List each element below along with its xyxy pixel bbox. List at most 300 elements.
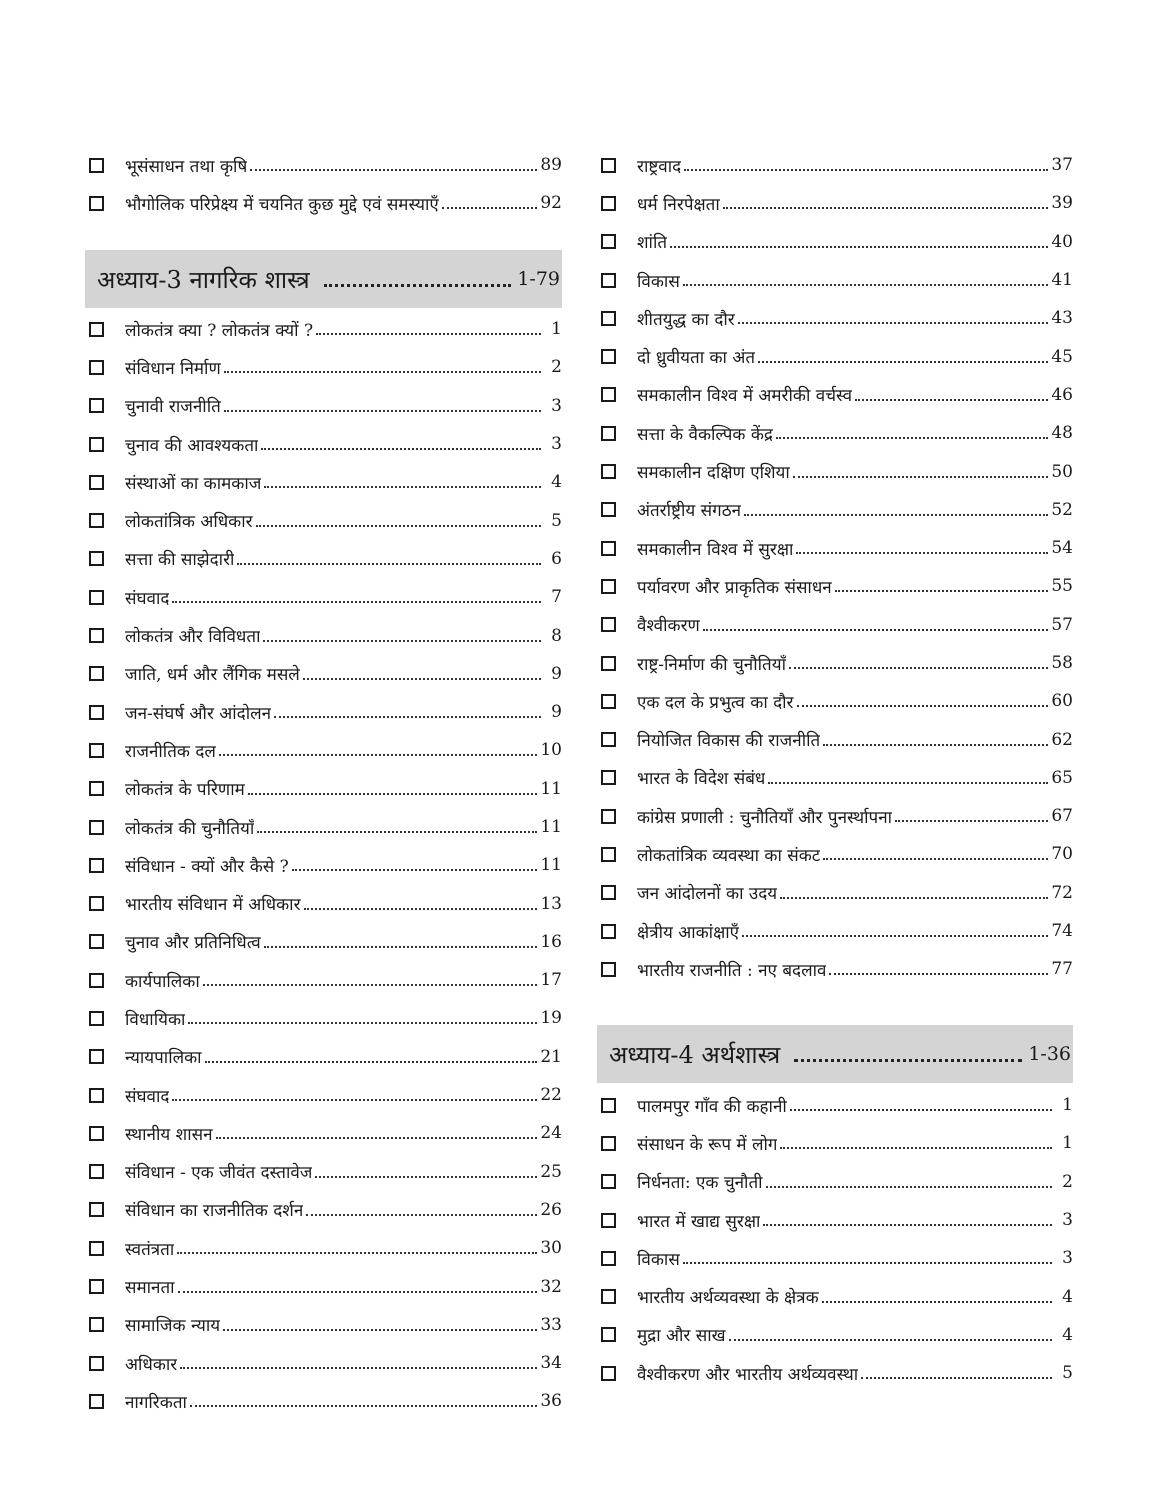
dot-leader xyxy=(835,590,1049,592)
checkbox-bullet-icon xyxy=(89,973,104,988)
toc-entry-page: 11 xyxy=(540,778,562,799)
toc-entry-title: सामाजिक न्याय xyxy=(125,1316,221,1337)
toc-entry xyxy=(85,1114,562,1152)
checkbox-bullet-icon xyxy=(601,1174,616,1189)
dot-leader xyxy=(224,410,541,412)
toc-entry-page: 22 xyxy=(540,1085,562,1106)
toc-entry xyxy=(597,1277,1073,1315)
checkbox-bullet-icon xyxy=(601,196,616,211)
toc-entry-title: लोकतांत्रिक व्यवस्था का संकट xyxy=(637,845,821,866)
dot-leader xyxy=(780,1147,1052,1149)
dot-leader xyxy=(190,1405,537,1407)
dot-leader xyxy=(188,1022,537,1024)
checkbox-bullet-icon xyxy=(601,924,616,939)
toc-entry xyxy=(85,846,562,884)
toc-entry-page: 62 xyxy=(1051,729,1073,750)
toc-entry xyxy=(85,387,562,425)
toc-entry-page: 34 xyxy=(540,1353,562,1374)
checkbox-bullet-icon xyxy=(89,1394,104,1409)
toc-entry-page: 74 xyxy=(1051,921,1073,942)
toc-entry-title: भौगोलिक परिप्रेक्ष्य में चयनित कुछ मुद्दे एवं समस्याएँ xyxy=(125,194,439,215)
toc-entry-title: समकालीन विश्व में सुरक्षा xyxy=(637,539,794,560)
chapter-4-entries xyxy=(597,1086,1073,1392)
checkbox-bullet-icon xyxy=(601,234,616,249)
toc-entry xyxy=(597,759,1073,797)
toc-entry-title: चुनाव की आवश्यकता xyxy=(125,435,259,456)
dot-leader xyxy=(203,984,538,986)
chapter-3-entries xyxy=(85,310,562,1421)
toc-entry-page: 40 xyxy=(1051,231,1073,252)
checkbox-bullet-icon xyxy=(89,1317,104,1332)
toc-entry xyxy=(597,223,1073,261)
dot-leader xyxy=(822,1301,1052,1303)
toc-entry-page: 50 xyxy=(1051,461,1073,482)
toc-entry-page: 92 xyxy=(540,193,562,214)
checkbox-bullet-icon xyxy=(601,732,616,747)
dot-leader xyxy=(172,601,541,603)
checkbox-bullet-icon xyxy=(89,1279,104,1294)
toc-entry-title: जन-संघर्ष और आंदोलन xyxy=(125,703,272,724)
toc-entry-page: 36 xyxy=(540,1391,562,1412)
toc-entry-title: अंतर्राष्ट्रीय संगठन xyxy=(637,501,742,522)
toc-entry xyxy=(85,578,562,616)
checkbox-bullet-icon xyxy=(89,781,104,796)
toc-entry xyxy=(597,414,1073,452)
toc-entry xyxy=(85,463,562,501)
toc-entry-title: अधिकार xyxy=(125,1354,178,1375)
toc-entry-page: 39 xyxy=(1051,193,1073,214)
dot-leader xyxy=(442,207,538,209)
dot-leader xyxy=(789,667,1048,669)
checkbox-bullet-icon xyxy=(89,158,104,173)
toc-entry-title: संसाधन के रूप में लोग xyxy=(637,1134,778,1155)
toc-entry xyxy=(85,1306,562,1344)
toc-entry xyxy=(597,682,1073,720)
checkbox-bullet-icon xyxy=(89,743,104,758)
toc-entry xyxy=(597,644,1073,682)
dot-leader xyxy=(855,399,1048,401)
toc-entry-title: वैश्वीकरण और भारतीय अर्थव्यवस्था xyxy=(637,1364,859,1385)
toc-entry-title: स्वतंत्रता xyxy=(125,1239,175,1260)
checkbox-bullet-icon xyxy=(601,770,616,785)
checkbox-bullet-icon xyxy=(601,1136,616,1151)
dot-leader xyxy=(742,935,1048,937)
toc-entry xyxy=(85,310,562,348)
checkbox-bullet-icon xyxy=(89,1049,104,1064)
checkbox-bullet-icon xyxy=(601,158,616,173)
toc-entry-page: 13 xyxy=(540,893,562,914)
checkbox-bullet-icon xyxy=(89,1356,104,1371)
dot-leader xyxy=(216,1137,538,1139)
dot-leader xyxy=(257,831,537,833)
toc-entry xyxy=(85,808,562,846)
dot-leader xyxy=(861,1377,1052,1379)
checkbox-bullet-icon xyxy=(89,1202,104,1217)
checkbox-bullet-icon xyxy=(89,475,104,490)
toc-entry-page: 3 xyxy=(1062,1248,1073,1269)
toc-entry-page: 1 xyxy=(1062,1133,1073,1154)
toc-entry-title: समकालीन विश्व में अमरीकी वर्चस्व xyxy=(637,386,853,407)
toc-entry-title: विधायिका xyxy=(125,1009,186,1030)
toc-entry xyxy=(85,655,562,693)
toc-entry-page: 26 xyxy=(540,1199,562,1220)
toc-entry xyxy=(597,337,1073,375)
chapter-3-pages: 1-79 xyxy=(517,268,560,290)
checkbox-bullet-icon xyxy=(601,1327,616,1342)
toc-entry-title: लोकतंत्र की चुनौतियाँ xyxy=(125,818,255,839)
toc-entry-page: 52 xyxy=(1051,499,1073,520)
dot-leader xyxy=(237,563,541,565)
dot-leader xyxy=(274,716,541,718)
checkbox-bullet-icon xyxy=(601,349,616,364)
chapter-4-leader xyxy=(794,1059,1022,1062)
toc-entry xyxy=(85,923,562,961)
toc-entry xyxy=(597,1201,1073,1239)
dot-leader xyxy=(790,1109,1052,1111)
toc-entry-title: संघवाद xyxy=(125,1086,170,1107)
toc-entry xyxy=(597,1239,1073,1277)
toc-entry-title: चुनावी राजनीति xyxy=(125,397,221,418)
toc-entry-page: 11 xyxy=(540,855,562,876)
checkbox-bullet-icon xyxy=(601,656,616,671)
toc-entry-page: 45 xyxy=(1051,346,1073,367)
toc-entry-page: 1 xyxy=(1062,1095,1073,1116)
toc-entry xyxy=(85,146,562,184)
toc-entry-title: संविधान - क्यों और कैसे ? xyxy=(125,856,289,877)
toc-entry-title: संविधान निर्माण xyxy=(125,358,221,379)
dot-leader xyxy=(178,1291,538,1293)
dot-leader xyxy=(306,1214,537,1216)
toc-entry-title: भारतीय संविधान में अधिकार xyxy=(125,895,301,916)
dot-leader xyxy=(684,169,1048,171)
toc-entry xyxy=(85,540,562,578)
toc-entry-title: नियोजित विकास की राजनीति xyxy=(637,731,821,752)
toc-entry-title: सत्ता के वैकल्पिक केंद्र xyxy=(637,424,773,445)
toc-entry xyxy=(85,693,562,731)
checkbox-bullet-icon xyxy=(601,809,616,824)
toc-entry-title: न्यायपालिका xyxy=(125,1048,202,1069)
toc-entry-page: 77 xyxy=(1051,959,1073,980)
chapter-4-title: अध्याय-4 अर्थशास्त्र xyxy=(609,1040,781,1069)
toc-entry xyxy=(597,1086,1073,1124)
dot-leader xyxy=(776,437,1048,439)
toc-entry-page: 6 xyxy=(551,548,562,569)
toc-entry-page: 17 xyxy=(540,970,562,991)
dot-leader xyxy=(738,322,1049,324)
toc-entry-title: चुनाव और प्रतिनिधित्व xyxy=(125,933,261,954)
toc-entry xyxy=(85,184,562,222)
dot-leader xyxy=(895,820,1048,822)
checkbox-bullet-icon xyxy=(89,705,104,720)
toc-entry-page: 30 xyxy=(540,1238,562,1259)
left-top-entries xyxy=(85,146,562,223)
toc-entry-title: लोकतांत्रिक अधिकार xyxy=(125,512,253,533)
toc-entry-page: 43 xyxy=(1051,308,1073,329)
toc-entry-title: भूसंसाधन तथा कृषि xyxy=(125,156,248,177)
checkbox-bullet-icon xyxy=(601,387,616,402)
checkbox-bullet-icon xyxy=(601,464,616,479)
toc-entry-page: 60 xyxy=(1051,691,1073,712)
dot-leader xyxy=(303,678,541,680)
toc-entry-page: 37 xyxy=(1051,155,1073,176)
checkbox-bullet-icon xyxy=(89,551,104,566)
toc-entry-title: संविधान - एक जीवंत दस्तावेज xyxy=(125,1163,313,1184)
dot-leader xyxy=(670,246,1048,248)
toc-entry-title: समकालीन दक्षिण एशिया xyxy=(637,463,790,484)
checkbox-bullet-icon xyxy=(89,1164,104,1179)
dot-leader xyxy=(180,1367,537,1369)
chapter-3-leader xyxy=(324,284,512,287)
toc-entry-page: 89 xyxy=(540,155,562,176)
dot-leader xyxy=(763,1224,1052,1226)
toc-entry-page: 24 xyxy=(540,1123,562,1144)
toc-entry-title: राजनीतिक दल xyxy=(125,741,216,762)
toc-entry-title: भारतीय राजनीति : नए बदलाव xyxy=(637,960,827,981)
toc-entry-page: 19 xyxy=(540,1008,562,1029)
checkbox-bullet-icon xyxy=(601,311,616,326)
toc-entry xyxy=(85,1344,562,1382)
toc-entry xyxy=(597,146,1073,184)
toc-entry-page: 2 xyxy=(1062,1171,1073,1192)
toc-entry xyxy=(597,529,1073,567)
checkbox-bullet-icon xyxy=(601,847,616,862)
checkbox-bullet-icon xyxy=(89,590,104,605)
toc-entry-title: निर्धनता: एक चुनौती xyxy=(637,1173,763,1194)
toc-entry-title: वैश्वीकरण xyxy=(637,616,700,637)
checkbox-bullet-icon xyxy=(601,1098,616,1113)
checkbox-bullet-icon xyxy=(89,896,104,911)
toc-entry-title: सत्ता की साझेदारी xyxy=(125,550,235,571)
dot-leader xyxy=(316,333,541,335)
toc-entry-title: कार्यपालिका xyxy=(125,971,200,992)
checkbox-bullet-icon xyxy=(89,934,104,949)
toc-entry-page: 5 xyxy=(551,510,562,531)
toc-entry xyxy=(85,1076,562,1114)
toc-entry xyxy=(85,1038,562,1076)
dot-leader xyxy=(703,629,1049,631)
checkbox-bullet-icon xyxy=(89,398,104,413)
checkbox-bullet-icon xyxy=(601,579,616,594)
checkbox-bullet-icon xyxy=(601,1366,616,1381)
dot-leader xyxy=(219,754,537,756)
checkbox-bullet-icon xyxy=(601,502,616,517)
chapter-4-heading xyxy=(597,1025,1073,1083)
toc-entry-page: 70 xyxy=(1051,844,1073,865)
checkbox-bullet-icon xyxy=(89,1088,104,1103)
toc-entry-page: 41 xyxy=(1051,270,1073,291)
dot-leader xyxy=(250,169,537,171)
toc-entry-title: नागरिकता xyxy=(125,1392,187,1413)
checkbox-bullet-icon xyxy=(601,541,616,556)
toc-entry-title: जन आंदोलनों का उदय xyxy=(637,884,778,905)
toc-entry-title: पालमपुर गाँव की कहानी xyxy=(637,1096,787,1117)
toc-entry xyxy=(85,425,562,463)
toc-entry-page: 32 xyxy=(540,1276,562,1297)
dot-leader xyxy=(683,1262,1052,1264)
toc-entry-page: 3 xyxy=(551,395,562,416)
toc-entry-title: शांति xyxy=(637,233,668,254)
toc-entry-title: धर्म निरपेक्षता xyxy=(637,194,720,215)
dot-leader xyxy=(766,1186,1052,1188)
checkbox-bullet-icon xyxy=(601,273,616,288)
toc-entry xyxy=(597,261,1073,299)
checkbox-bullet-icon xyxy=(601,617,616,632)
checkbox-bullet-icon xyxy=(601,426,616,441)
toc-entry-page: 11 xyxy=(540,817,562,837)
toc-entry-title: भारतीय अर्थव्यवस्था के क्षेत्रक xyxy=(637,1288,819,1309)
toc-entry-page: 48 xyxy=(1051,423,1073,444)
toc-entry-page: 4 xyxy=(551,472,562,493)
toc-entry-title: जाति, धर्म और लैंगिक मसले xyxy=(125,665,300,686)
toc-entry xyxy=(85,1153,562,1191)
toc-entry xyxy=(85,1267,562,1305)
toc-entry-page: 58 xyxy=(1051,653,1073,673)
toc-entry-page: 1 xyxy=(551,319,562,340)
checkbox-bullet-icon xyxy=(89,196,104,211)
dot-leader xyxy=(797,705,1049,707)
dot-leader xyxy=(683,284,1049,286)
toc-entry xyxy=(597,491,1073,529)
toc-entry xyxy=(85,1229,562,1267)
dot-leader xyxy=(315,1176,537,1178)
toc-entry-title: स्थानीय शासन xyxy=(125,1124,213,1145)
toc-entry xyxy=(597,950,1073,988)
toc-entry-title: भारत में खाद्य सुरक्षा xyxy=(637,1211,761,1232)
dot-leader xyxy=(172,1099,537,1101)
dot-leader xyxy=(264,486,541,488)
toc-entry xyxy=(597,299,1073,337)
toc-entry xyxy=(597,376,1073,414)
toc-entry xyxy=(597,1316,1073,1354)
toc-entry-page: 54 xyxy=(1051,538,1073,559)
toc-entry xyxy=(597,874,1073,912)
toc-entry-page: 21 xyxy=(540,1046,562,1067)
toc-entry-title: क्षेत्रीय आकांक्षाएँ xyxy=(637,922,740,943)
toc-entry-page: 3 xyxy=(551,434,562,455)
dot-leader xyxy=(292,869,538,871)
checkbox-bullet-icon xyxy=(89,1011,104,1026)
dot-leader xyxy=(823,744,1048,746)
toc-entry-title: संस्थाओं का कामकाज xyxy=(125,473,262,494)
toc-entry-page: 3 xyxy=(1062,1210,1073,1231)
checkbox-bullet-icon xyxy=(601,962,616,977)
toc-entry xyxy=(597,606,1073,644)
dot-leader xyxy=(304,908,538,910)
toc-entry-title: कांग्रेस प्रणाली : चुनौतियाँ और पुनर्स्थापना xyxy=(637,807,893,828)
toc-entry-title: भारत के विदेश संबंध xyxy=(637,769,766,790)
checkbox-bullet-icon xyxy=(89,1241,104,1256)
toc-entry-page: 10 xyxy=(540,740,562,761)
toc-entry-title: संघवाद xyxy=(125,588,170,609)
chapter-3-heading xyxy=(85,250,562,308)
dot-leader xyxy=(768,782,1048,784)
toc-entry-title: संविधान का राजनीतिक दर्शन xyxy=(125,1201,304,1222)
dot-leader xyxy=(256,525,541,527)
toc-entry-title: समानता xyxy=(125,1278,175,1299)
toc-entry xyxy=(85,501,562,539)
dot-leader xyxy=(796,552,1048,554)
toc-entry xyxy=(85,731,562,769)
toc-entry xyxy=(597,184,1073,222)
toc-entry-page: 33 xyxy=(540,1314,562,1335)
toc-entry-page: 72 xyxy=(1051,882,1073,903)
toc-entry-title: मुद्रा और साख xyxy=(637,1326,726,1347)
toc-entry-page: 9 xyxy=(551,702,562,723)
toc-entry-page: 57 xyxy=(1051,614,1073,635)
toc-entry-page: 4 xyxy=(1062,1286,1073,1307)
toc-entry xyxy=(85,616,562,654)
dot-leader xyxy=(823,858,1048,860)
toc-entry xyxy=(85,1382,562,1420)
toc-entry-page: 55 xyxy=(1051,576,1073,597)
toc-entry xyxy=(597,1163,1073,1201)
dot-leader xyxy=(729,1339,1052,1341)
toc-entry-page: 16 xyxy=(540,931,562,952)
checkbox-bullet-icon xyxy=(89,628,104,643)
toc-entry-page: 4 xyxy=(1062,1324,1073,1345)
toc-entry-title: राष्ट्र-निर्माण की चुनौतियाँ xyxy=(637,654,786,675)
dot-leader xyxy=(223,1329,537,1331)
dot-leader xyxy=(263,640,541,642)
dot-leader xyxy=(780,897,1048,899)
toc-entry xyxy=(85,348,562,386)
checkbox-bullet-icon xyxy=(89,360,104,375)
toc-entry-title: लोकतंत्र के परिणाम xyxy=(125,780,245,801)
dot-leader xyxy=(723,207,1049,209)
toc-entry-page: 65 xyxy=(1051,767,1073,788)
checkbox-bullet-icon xyxy=(89,820,104,835)
toc-entry-title: लोकतंत्र क्या ? लोकतंत्र क्यों ? xyxy=(125,320,314,341)
checkbox-bullet-icon xyxy=(89,1126,104,1141)
chapter-4-pages: 1-36 xyxy=(1028,1043,1071,1065)
checkbox-bullet-icon xyxy=(89,666,104,681)
checkbox-bullet-icon xyxy=(601,1251,616,1266)
checkbox-bullet-icon xyxy=(89,437,104,452)
toc-entry-title: शीतयुद्ध का दौर xyxy=(637,309,735,330)
toc-entry xyxy=(85,770,562,808)
toc-entry xyxy=(85,884,562,922)
checkbox-bullet-icon xyxy=(89,858,104,873)
toc-entry-title: पर्यावरण और प्राकृतिक संसाधन xyxy=(637,577,832,598)
toc-entry xyxy=(597,797,1073,835)
dot-leader xyxy=(205,1061,538,1063)
toc-entry-title: विकास xyxy=(637,1249,680,1270)
toc-entry xyxy=(85,961,562,999)
toc-entry xyxy=(85,1191,562,1229)
toc-entry-page: 46 xyxy=(1051,384,1073,405)
dot-leader xyxy=(248,793,538,795)
toc-entry-page: 5 xyxy=(1062,1363,1073,1384)
toc-entry-page: 7 xyxy=(551,587,562,608)
toc-entry-title: विकास xyxy=(637,271,680,292)
toc-entry xyxy=(85,999,562,1037)
dot-leader xyxy=(264,946,538,948)
toc-entry xyxy=(597,452,1073,490)
toc-entry-page: 2 xyxy=(551,357,562,378)
toc-entry-page: 67 xyxy=(1051,806,1073,827)
dot-leader xyxy=(177,1252,537,1254)
checkbox-bullet-icon xyxy=(601,1213,616,1228)
chapter-3-title: अध्याय-3 नागरिक शास्त्र xyxy=(97,265,310,294)
toc-entry-title: दो ध्रुवीयता का अंत xyxy=(637,348,756,369)
toc-entry-page: 8 xyxy=(551,625,562,646)
dot-leader xyxy=(793,476,1049,478)
dot-leader xyxy=(224,371,541,373)
toc-entry xyxy=(597,720,1073,758)
toc-entry xyxy=(597,835,1073,873)
toc-entry-title: लोकतंत्र और विविधता xyxy=(125,627,261,648)
toc-entry xyxy=(597,567,1073,605)
